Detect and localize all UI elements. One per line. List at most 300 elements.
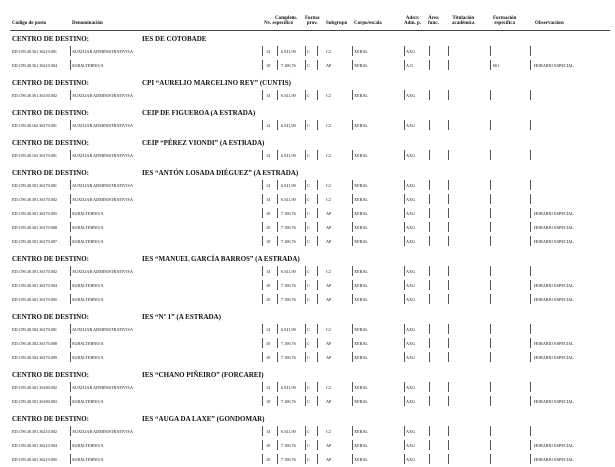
cell-divider xyxy=(530,46,531,56)
cell-divider xyxy=(404,294,405,304)
destination-section xyxy=(12,108,612,133)
row-level: 10 xyxy=(266,297,271,302)
cell-divider xyxy=(277,266,278,276)
cell-divider xyxy=(277,426,278,436)
cell-divider xyxy=(404,208,405,218)
cell-divider xyxy=(317,352,318,362)
table-row xyxy=(12,279,612,293)
row-corpo: XERAL xyxy=(354,269,368,274)
row-code: ED.C99.48.301.36170.002 xyxy=(12,269,58,274)
destination-section xyxy=(12,78,612,103)
cell-divider xyxy=(277,60,278,70)
header-training-line1: Formación xyxy=(493,16,517,21)
header-adscription-line2: Adm. p. xyxy=(404,21,422,27)
row-level: 10 xyxy=(266,355,271,360)
cell-divider xyxy=(404,440,405,450)
row-adscription: AXG xyxy=(406,341,416,346)
cell-divider xyxy=(429,46,430,56)
center-name: CEIP “PÉREZ VIONDI” (A ESTRADA) xyxy=(142,139,265,147)
row-code: ED.C99.48.301.36170.004 xyxy=(12,283,58,288)
cell-divider xyxy=(305,382,306,392)
cell-divider xyxy=(277,222,278,232)
cell-divider xyxy=(530,396,531,406)
row-subgroup: AP xyxy=(326,225,332,230)
row-denomination: AUXILIAR ADMINISTRATIVO/A xyxy=(72,93,134,98)
table-row xyxy=(12,235,612,249)
cell-divider xyxy=(490,280,491,290)
cell-divider xyxy=(262,236,263,246)
cell-divider xyxy=(429,180,430,190)
cell-divider xyxy=(317,236,318,246)
cell-divider xyxy=(429,208,430,218)
cell-divider xyxy=(70,338,71,348)
row-complement: 7.100,76 xyxy=(281,225,296,230)
cell-divider xyxy=(277,352,278,362)
row-level: 14 xyxy=(266,385,271,390)
cell-divider xyxy=(530,236,531,246)
cell-divider xyxy=(277,194,278,204)
header-denomination: Denominación xyxy=(72,21,103,26)
cell-divider xyxy=(262,150,263,160)
row-code: ED.C99.48.361.36150.002 xyxy=(12,93,58,98)
row-adscription: AXG xyxy=(406,93,416,98)
cell-divider xyxy=(448,208,449,218)
table-row xyxy=(12,149,612,163)
cell-divider xyxy=(404,338,405,348)
cell-divider xyxy=(429,426,430,436)
cell-divider xyxy=(404,352,405,362)
cell-divider xyxy=(490,150,491,160)
cell-divider xyxy=(70,266,71,276)
cell-divider xyxy=(352,280,353,290)
cell-divider xyxy=(429,382,430,392)
cell-divider xyxy=(352,454,353,464)
row-denomination: SUBALTERNO/A xyxy=(72,239,104,244)
center-name: IES “AUGA DA LAXE” (GONDOMAR) xyxy=(142,415,265,423)
cell-divider xyxy=(404,46,405,56)
center-label: CENTRO DE DESTINO: xyxy=(12,35,90,43)
cell-divider xyxy=(317,426,318,436)
cell-divider xyxy=(429,294,430,304)
cell-divider xyxy=(429,194,430,204)
row-level: 10 xyxy=(266,211,271,216)
row-code: ED.C99.48.302.36170.009 xyxy=(12,355,58,360)
cell-divider xyxy=(262,426,263,436)
cell-divider xyxy=(70,426,71,436)
row-level: 14 xyxy=(266,153,271,158)
row-adscription: AXG xyxy=(406,123,416,128)
row-complement: 6.541,90 xyxy=(281,269,296,274)
cell-divider xyxy=(429,60,430,70)
row-level: 10 xyxy=(266,443,271,448)
cell-divider xyxy=(448,324,449,334)
row-subgroup: AP xyxy=(326,239,332,244)
row-level: 10 xyxy=(266,63,271,68)
row-forma: C xyxy=(307,355,310,360)
row-code: ED.C99.48.361.36210.004 xyxy=(12,63,58,68)
center-label: CENTRO DE DESTINO: xyxy=(12,169,90,177)
row-corpo: XERAL xyxy=(354,197,368,202)
cell-divider xyxy=(305,440,306,450)
table-row xyxy=(12,337,612,351)
cell-divider xyxy=(490,46,491,56)
destination-section xyxy=(12,370,612,409)
cell-divider xyxy=(448,266,449,276)
row-level: 14 xyxy=(266,123,271,128)
row-code: ED.C99.48.361.36210.001 xyxy=(12,49,58,54)
cell-divider xyxy=(352,194,353,204)
row-corpo: XERAL xyxy=(354,429,368,434)
cell-divider xyxy=(262,120,263,130)
row-observations: HORARIO ESPECIAL xyxy=(534,341,574,346)
row-level: 10 xyxy=(266,457,271,462)
center-label: CENTRO DE DESTINO: xyxy=(12,415,90,423)
cell-divider xyxy=(277,150,278,160)
row-level: 10 xyxy=(266,283,271,288)
row-training: 661 xyxy=(493,63,500,68)
row-subgroup: C2 xyxy=(326,327,331,332)
cell-divider xyxy=(490,382,491,392)
row-level: 10 xyxy=(266,399,271,404)
cell-divider xyxy=(70,90,71,100)
cell-divider xyxy=(305,90,306,100)
cell-divider xyxy=(352,396,353,406)
cell-divider xyxy=(70,324,71,334)
cell-divider xyxy=(404,60,405,70)
row-subgroup: C2 xyxy=(326,49,331,54)
header-forma-line2: prov. xyxy=(306,21,318,27)
cell-divider xyxy=(429,90,430,100)
row-denomination: SUBALTERNO/A xyxy=(72,399,104,404)
center-heading xyxy=(12,254,612,265)
row-denomination: AUXILIAR ADMINISTRATIVO/A xyxy=(72,197,134,202)
cell-divider xyxy=(429,222,430,232)
cell-divider xyxy=(530,194,531,204)
cell-divider xyxy=(352,150,353,160)
cell-divider xyxy=(490,426,491,436)
cell-divider xyxy=(352,60,353,70)
row-complement: 6.541,90 xyxy=(281,385,296,390)
cell-divider xyxy=(277,236,278,246)
row-forma: C xyxy=(307,123,310,128)
row-complement: 6.541,90 xyxy=(281,183,296,188)
cell-divider xyxy=(317,194,318,204)
table-row xyxy=(12,425,612,439)
cell-divider xyxy=(530,382,531,392)
row-forma: C xyxy=(307,457,310,462)
row-adscription: AXG xyxy=(406,399,416,404)
row-subgroup: AP xyxy=(326,399,332,404)
cell-divider xyxy=(277,208,278,218)
cell-divider xyxy=(530,180,531,190)
row-observations: HORARIO ESPECIAL xyxy=(534,63,574,68)
cell-divider xyxy=(70,208,71,218)
cell-divider xyxy=(490,266,491,276)
cell-divider xyxy=(70,222,71,232)
header-rule xyxy=(10,30,610,31)
row-level: 10 xyxy=(266,239,271,244)
cell-divider xyxy=(352,46,353,56)
cell-divider xyxy=(448,396,449,406)
row-adscription: AXG xyxy=(406,297,416,302)
header-area-line1: Área xyxy=(428,16,439,21)
row-forma: C xyxy=(307,63,310,68)
cell-divider xyxy=(70,236,71,246)
row-observations: HORARIO ESPECIAL xyxy=(534,457,574,462)
cell-divider xyxy=(530,454,531,464)
cell-divider xyxy=(490,324,491,334)
row-corpo: XERAL xyxy=(354,123,368,128)
row-forma: C xyxy=(307,49,310,54)
row-forma: C xyxy=(307,399,310,404)
cell-divider xyxy=(448,90,449,100)
row-corpo: XERAL xyxy=(354,297,368,302)
row-corpo: XERAL xyxy=(354,239,368,244)
cell-divider xyxy=(305,338,306,348)
center-name: CPI “AURELIO MARCELINO REY” (CUNTIS) xyxy=(142,79,291,87)
row-denomination: SUBALTERNO/A xyxy=(72,283,104,288)
cell-divider xyxy=(317,440,318,450)
row-forma: C xyxy=(307,225,310,230)
cell-divider xyxy=(404,120,405,130)
cell-divider xyxy=(530,440,531,450)
row-adscription: AXG xyxy=(406,429,416,434)
cell-divider xyxy=(448,294,449,304)
row-observations: HORARIO ESPECIAL xyxy=(534,211,574,216)
row-observations: HORARIO ESPECIAL xyxy=(534,297,574,302)
cell-divider xyxy=(305,222,306,232)
cell-divider xyxy=(490,222,491,232)
row-forma: C xyxy=(307,211,310,216)
cell-divider xyxy=(277,280,278,290)
cell-divider xyxy=(277,90,278,100)
row-adscription: AXG xyxy=(406,211,416,216)
center-heading xyxy=(12,78,612,89)
cell-divider xyxy=(262,382,263,392)
table-row xyxy=(12,221,612,235)
header-area-line2: func. xyxy=(428,21,439,27)
row-observations: HORARIO ESPECIAL xyxy=(534,443,574,448)
cell-divider xyxy=(70,150,71,160)
center-heading xyxy=(12,138,612,149)
cell-divider xyxy=(530,120,531,130)
cell-divider xyxy=(530,266,531,276)
table-row xyxy=(12,207,612,221)
cell-divider xyxy=(305,150,306,160)
row-subgroup: AP xyxy=(326,211,332,216)
cell-divider xyxy=(448,426,449,436)
row-subgroup: AP xyxy=(326,297,332,302)
cell-divider xyxy=(490,396,491,406)
row-forma: C xyxy=(307,153,310,158)
cell-divider xyxy=(277,324,278,334)
center-label: CENTRO DE DESTINO: xyxy=(12,255,90,263)
cell-divider xyxy=(448,222,449,232)
cell-divider xyxy=(305,60,306,70)
row-level: 10 xyxy=(266,225,271,230)
cell-divider xyxy=(448,194,449,204)
center-name: CEIP DE FIGUEROA (A ESTRADA) xyxy=(142,109,256,117)
header-corpo: Corpo/escala xyxy=(354,21,382,26)
row-adscription: AXG xyxy=(406,183,416,188)
cell-divider xyxy=(352,440,353,450)
row-complement: 7.100,76 xyxy=(281,211,296,216)
header-observations: Observacións xyxy=(535,21,564,26)
row-level: 14 xyxy=(266,429,271,434)
cell-divider xyxy=(490,90,491,100)
cell-divider xyxy=(305,46,306,56)
cell-divider xyxy=(530,338,531,348)
table-row xyxy=(12,323,612,337)
cell-divider xyxy=(448,440,449,450)
row-code: ED.C99.48.301.36210.002 xyxy=(12,429,58,434)
cell-divider xyxy=(262,440,263,450)
row-adscription: AXG xyxy=(406,443,416,448)
row-observations: HORARIO ESPECIAL xyxy=(534,283,574,288)
cell-divider xyxy=(277,120,278,130)
cell-divider xyxy=(429,324,430,334)
table-row xyxy=(12,351,612,365)
header-code: Código de posto xyxy=(12,21,47,26)
row-code: ED.C99.48.302.36170.008 xyxy=(12,341,58,346)
row-subgroup: AP xyxy=(326,341,332,346)
row-corpo: XERAL xyxy=(354,399,368,404)
row-denomination: AUXILIAR ADMINISTRATIVO/A xyxy=(72,269,134,274)
cell-divider xyxy=(429,150,430,160)
row-adscription: AXG xyxy=(406,457,416,462)
table-row xyxy=(12,59,612,73)
cell-divider xyxy=(262,324,263,334)
row-code: ED.C99.48.301.36170.001 xyxy=(12,183,58,188)
cell-divider xyxy=(317,222,318,232)
center-name: IES DE COTOBADE xyxy=(142,35,207,43)
cell-divider xyxy=(404,382,405,392)
row-adscription: AXG xyxy=(406,49,416,54)
cell-divider xyxy=(490,454,491,464)
header-training-line2: específica xyxy=(494,21,515,27)
row-adscription: AXG xyxy=(406,385,416,390)
cell-divider xyxy=(317,324,318,334)
header-training xyxy=(493,16,516,27)
table-row xyxy=(12,265,612,279)
cell-divider xyxy=(404,194,405,204)
cell-divider xyxy=(262,338,263,348)
row-code: ED.C99.48.301.36210.004 xyxy=(12,443,58,448)
cell-divider xyxy=(448,120,449,130)
cell-divider xyxy=(262,266,263,276)
row-code: ED.C99.48.301.36210.005 xyxy=(12,457,58,462)
cell-divider xyxy=(305,396,306,406)
center-name: IES “CHANO PIÑEIRO” (FORCAREI) xyxy=(142,371,264,379)
row-forma: C xyxy=(307,283,310,288)
cell-divider xyxy=(262,208,263,218)
row-forma: C xyxy=(307,297,310,302)
row-code: ED.C99.48.302.36170.001 xyxy=(12,327,58,332)
cell-divider xyxy=(305,280,306,290)
row-corpo: XERAL xyxy=(354,49,368,54)
row-code: ED.C99.48.301.36170.005 xyxy=(12,297,58,302)
cell-divider xyxy=(404,90,405,100)
cell-divider xyxy=(352,90,353,100)
row-forma: C xyxy=(307,429,310,434)
cell-divider xyxy=(352,338,353,348)
cell-divider xyxy=(317,454,318,464)
cell-divider xyxy=(352,294,353,304)
row-subgroup: AP xyxy=(326,457,332,462)
row-complement: 7.100,76 xyxy=(281,239,296,244)
row-complement: 6.541,90 xyxy=(281,429,296,434)
cell-divider xyxy=(70,352,71,362)
cell-divider xyxy=(70,396,71,406)
header-adscription xyxy=(404,16,421,27)
cell-divider xyxy=(305,426,306,436)
row-adscription: AXG xyxy=(406,153,416,158)
cell-divider xyxy=(352,382,353,392)
center-label: CENTRO DE DESTINO: xyxy=(12,109,90,117)
center-label: CENTRO DE DESTINO: xyxy=(12,313,90,321)
row-denomination: AUXILIAR ADMINISTRATIVO/A xyxy=(72,153,134,158)
row-code: ED.C99.48.301.36180.002 xyxy=(12,385,58,390)
cell-divider xyxy=(70,294,71,304)
row-adscription: AXG xyxy=(406,355,416,360)
cell-divider xyxy=(305,208,306,218)
row-denomination: SUBALTERNO/A xyxy=(72,211,104,216)
cell-divider xyxy=(317,294,318,304)
cell-divider xyxy=(530,60,531,70)
row-subgroup: AP xyxy=(326,283,332,288)
row-adscription: AXG xyxy=(406,225,416,230)
row-corpo: XERAL xyxy=(354,183,368,188)
row-level: 10 xyxy=(266,341,271,346)
cell-divider xyxy=(262,222,263,232)
row-corpo: XERAL xyxy=(354,63,368,68)
cell-divider xyxy=(490,208,491,218)
cell-divider xyxy=(404,180,405,190)
cell-divider xyxy=(404,324,405,334)
row-subgroup: C2 xyxy=(326,93,331,98)
row-corpo: XERAL xyxy=(354,153,368,158)
cell-divider xyxy=(277,396,278,406)
cell-divider xyxy=(277,46,278,56)
row-corpo: XERAL xyxy=(354,225,368,230)
row-complement: 6.541,90 xyxy=(281,49,296,54)
cell-divider xyxy=(530,90,531,100)
table-row xyxy=(12,395,612,409)
cell-divider xyxy=(317,382,318,392)
row-denomination: AUXILIAR ADMINISTRATIVO/A xyxy=(72,49,134,54)
cell-divider xyxy=(429,280,430,290)
cell-divider xyxy=(352,120,353,130)
row-subgroup: C2 xyxy=(326,197,331,202)
row-observations: HORARIO ESPECIAL xyxy=(534,355,574,360)
center-heading xyxy=(12,312,612,323)
table-row xyxy=(12,381,612,395)
row-complement: 6.541,90 xyxy=(281,197,296,202)
row-subgroup: C2 xyxy=(326,183,331,188)
row-corpo: XERAL xyxy=(354,355,368,360)
cell-divider xyxy=(262,280,263,290)
cell-divider xyxy=(448,46,449,56)
center-name: IES “Nº 1” (A ESTRADA) xyxy=(142,313,221,321)
row-forma: C xyxy=(307,93,310,98)
row-denomination: SUBALTERNO/A xyxy=(72,355,104,360)
row-observations: HORARIO ESPECIAL xyxy=(534,225,574,230)
cell-divider xyxy=(448,280,449,290)
cell-divider xyxy=(530,352,531,362)
row-level: 14 xyxy=(266,269,271,274)
row-adscription: AXG xyxy=(406,239,416,244)
center-name: IES “MANUEL GARCÍA BARROS” (A ESTRADA) xyxy=(142,255,300,263)
